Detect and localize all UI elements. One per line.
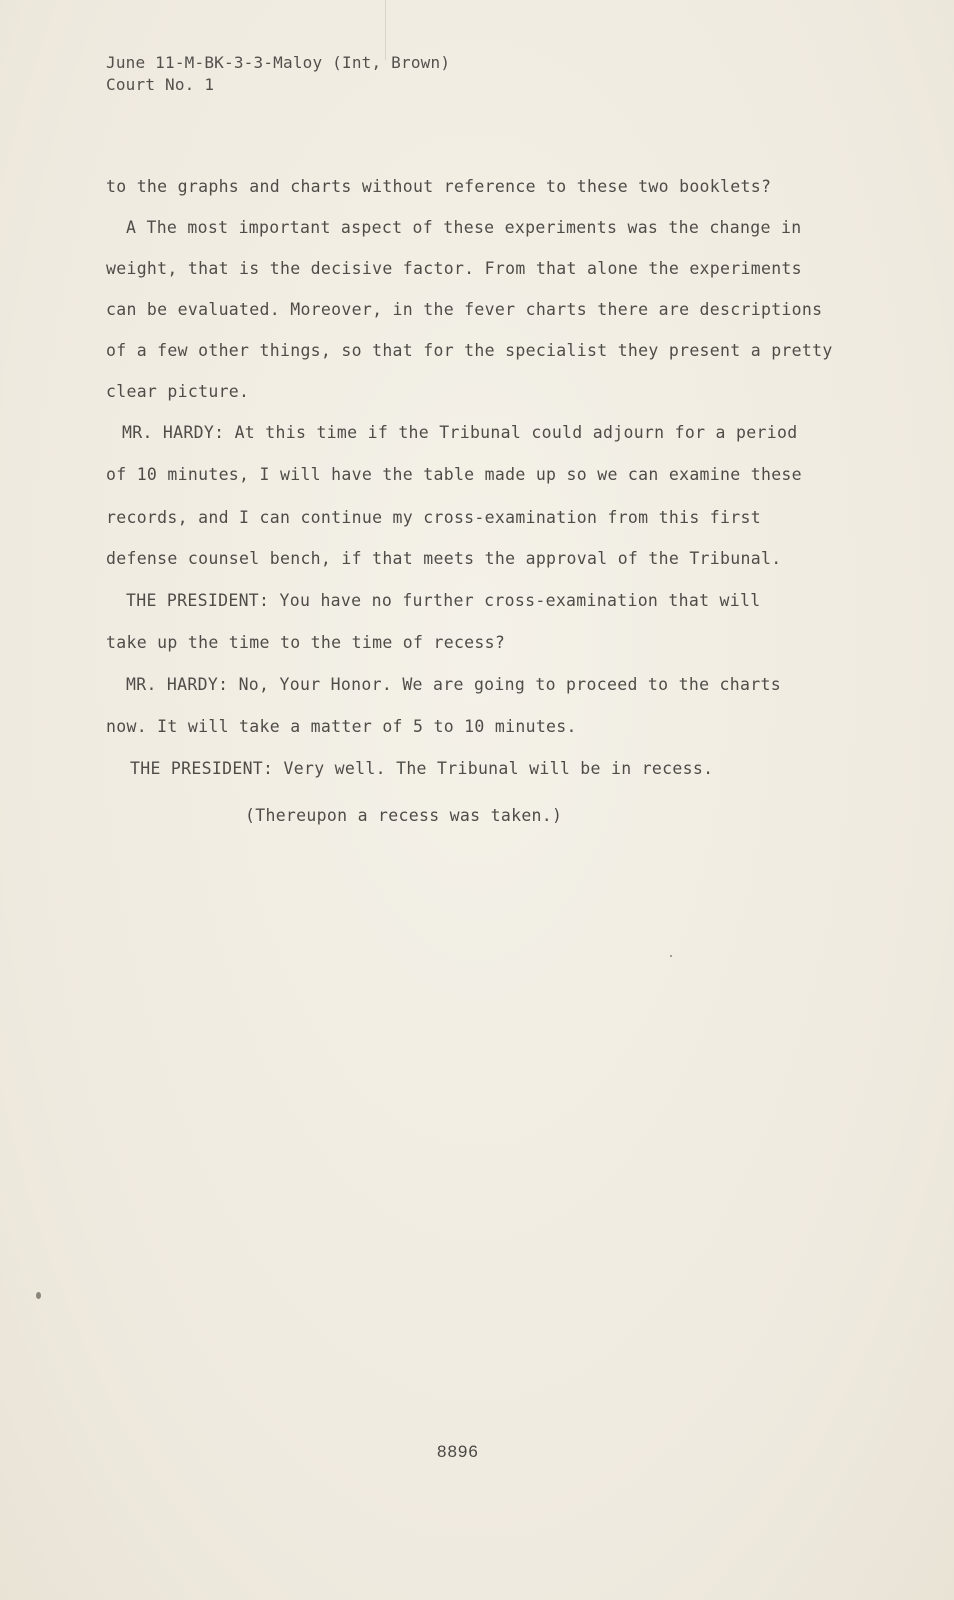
document-header [106,52,450,96]
paper-fold-mark [385,0,386,60]
paper-speck [670,955,672,957]
transcript-line: weight, that is the decisive factor. From that alone the experiments [106,259,802,278]
transcript-line: of 10 minutes, I will have the table made up so we can examine these [106,465,802,484]
transcript-line: MR. HARDY: At this time if the Tribunal could adjourn for a period [122,423,798,442]
transcript-line: take up the time to the time of recess? [106,633,506,652]
header-line-1: June 11-M-BK-3-3-Maloy (Int, Brown) [106,53,451,72]
transcript-line: records, and I can continue my cross-examination from this first [106,508,761,527]
transcript-line: to the graphs and charts without reference to these two booklets? [106,177,772,196]
transcript-line: now. It will take a matter of 5 to 10 minutes. [106,717,577,736]
page-number: 8896 [437,1442,479,1461]
transcript-line: THE PRESIDENT: You have no further cross-examination that will [126,591,761,610]
transcript-line: defense counsel bench, if that meets the approval of the Tribunal. [106,549,782,568]
transcript-line: of a few other things, so that for the specialist they present a pretty [106,341,833,360]
transcript-line: THE PRESIDENT: Very well. The Tribunal will be in recess. [130,759,714,778]
paper-speck [36,1292,41,1299]
stage-direction: (Thereupon a recess was taken.) [245,806,563,825]
transcript-line: MR. HARDY: No, Your Honor. We are going to proceed to the charts [126,675,781,694]
transcript-line: can be evaluated. Moreover, in the fever charts there are descriptions [106,300,823,319]
transcript-line: clear picture. [106,382,250,401]
header-line-2: Court No. 1 [106,75,215,94]
transcript-line: A The most important aspect of these experiments was the change in [126,218,802,237]
